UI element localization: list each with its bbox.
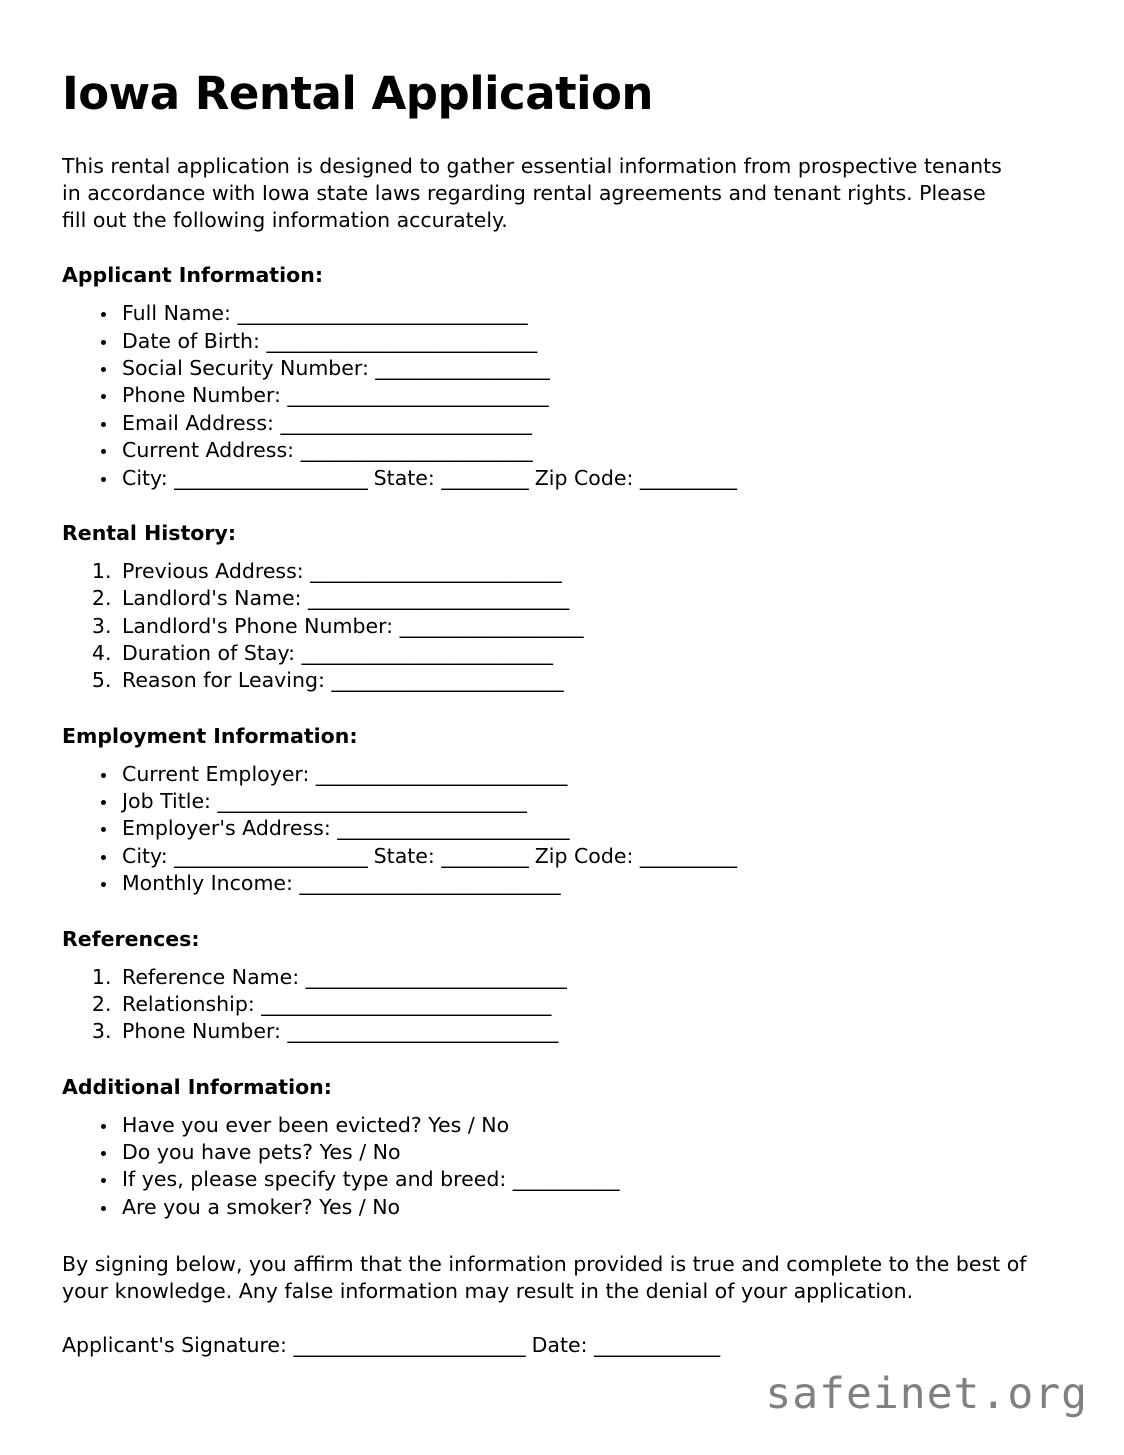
intro-paragraph: This rental application is designed to gather essential information from prospective tenants in accordance with Iowa state laws regarding rental agreements and tenant rights. Please fill out the following information accurately. xyxy=(62,154,1002,233)
state-label: State: xyxy=(367,465,442,490)
field-label: Date of Birth: xyxy=(122,328,267,353)
field-label: Are you a smoker? Yes / No xyxy=(122,1194,401,1219)
field-blank[interactable]: __________________________ xyxy=(310,558,562,583)
city-label: City: xyxy=(122,465,175,490)
list-item xyxy=(118,355,1062,382)
field-label: Duration of Stay: xyxy=(122,640,302,665)
document-content xyxy=(62,62,1062,1357)
field-label: If yes, please specify type and breed: xyxy=(122,1167,513,1192)
field-blank[interactable]: ___________________________ xyxy=(299,871,561,896)
field-label: Reference Name: xyxy=(122,964,306,989)
field-label: Relationship: xyxy=(122,991,262,1016)
rental-history-list xyxy=(62,558,1062,695)
employment-information-list xyxy=(62,761,1062,898)
field-label: Landlord's Phone Number: xyxy=(122,613,400,638)
list-item-city-state-zip xyxy=(118,843,1062,870)
list-item xyxy=(118,382,1062,409)
field-label: Full Name: xyxy=(122,301,238,326)
date-blank[interactable]: _____________ xyxy=(594,1333,720,1358)
list-item xyxy=(118,437,1062,464)
field-label: Email Address: xyxy=(122,410,281,435)
list-item xyxy=(118,558,1062,585)
field-label: Current Address: xyxy=(122,438,301,463)
list-item xyxy=(118,613,1062,640)
watermark: safeinet.org xyxy=(765,1369,1088,1419)
field-blank[interactable]: ________________________ xyxy=(337,816,569,841)
list-item xyxy=(118,1018,1062,1045)
references-list xyxy=(62,964,1062,1046)
list-item xyxy=(118,640,1062,667)
field-blank[interactable]: ___________________ xyxy=(399,613,583,638)
page-title: Iowa Rental Application xyxy=(62,67,653,120)
list-item xyxy=(118,585,1062,612)
city-blank[interactable]: ____________________ xyxy=(174,465,368,490)
state-blank[interactable]: _________ xyxy=(441,843,529,868)
list-item-city-state-zip xyxy=(118,465,1062,492)
field-blank[interactable]: ____________________________ xyxy=(287,1019,558,1044)
additional-information-list xyxy=(62,1112,1062,1221)
list-item xyxy=(118,964,1062,991)
field-blank[interactable]: ________________________________ xyxy=(217,789,527,814)
city-blank[interactable]: ____________________ xyxy=(174,843,368,868)
field-blank[interactable]: ___________________________ xyxy=(287,383,548,408)
field-blank[interactable]: ______________________________ xyxy=(237,301,527,326)
field-blank[interactable]: __________________________ xyxy=(315,761,567,786)
field-label: Phone Number: xyxy=(122,1019,288,1044)
state-blank[interactable]: _________ xyxy=(441,465,529,490)
date-label: Date: xyxy=(525,1333,595,1358)
city-label: City: xyxy=(122,843,175,868)
list-item xyxy=(118,788,1062,815)
field-label: Current Employer: xyxy=(122,761,316,786)
field-label: Previous Address: xyxy=(122,558,311,583)
field-blank[interactable]: ___________________________ xyxy=(308,586,569,611)
field-label: Do you have pets? Yes / No xyxy=(122,1139,401,1164)
list-item xyxy=(118,300,1062,327)
field-label: Have you ever been evicted? Yes / No xyxy=(122,1112,510,1137)
zip-blank[interactable]: __________ xyxy=(639,465,737,490)
section-heading-rental-history: Rental History: xyxy=(62,520,237,545)
signature-blank[interactable]: ________________________ xyxy=(293,1333,526,1358)
closing-paragraph: By signing below, you affirm that the information provided is true and complete to the best of your knowledge. Any false information may result in the denial of your application. xyxy=(62,1252,1027,1304)
signature-label: Applicant's Signature: xyxy=(62,1333,294,1358)
field-blank[interactable]: ________________________ xyxy=(300,438,533,463)
field-label: Reason for Leaving: xyxy=(122,668,332,693)
zip-label: Zip Code: xyxy=(528,843,640,868)
field-blank[interactable]: ______________________________ xyxy=(261,991,551,1016)
field-label: Job Title: xyxy=(122,789,218,814)
field-blank[interactable]: ________________________ xyxy=(331,668,564,693)
state-label: State: xyxy=(367,843,442,868)
field-label: Phone Number: xyxy=(122,383,288,408)
list-item xyxy=(118,410,1062,437)
list-item xyxy=(118,328,1062,355)
signature-row xyxy=(62,1333,1062,1357)
field-label: Landlord's Name: xyxy=(122,586,309,611)
list-item xyxy=(118,1194,1062,1221)
list-item xyxy=(118,815,1062,842)
section-heading-applicant-information: Applicant Information: xyxy=(62,263,324,288)
field-blank[interactable]: __________________________ xyxy=(280,410,532,435)
list-item xyxy=(118,761,1062,788)
section-heading-additional-information: Additional Information: xyxy=(62,1074,332,1099)
field-blank[interactable]: __________________ xyxy=(375,356,550,381)
list-item xyxy=(118,1139,1062,1166)
list-item xyxy=(118,1112,1062,1139)
field-blank[interactable]: ___________ xyxy=(512,1167,619,1192)
field-label: Monthly Income: xyxy=(122,871,300,896)
section-heading-employment-information: Employment Information: xyxy=(62,723,358,748)
applicant-information-list xyxy=(62,300,1062,492)
field-label: Social Security Number: xyxy=(122,356,376,381)
field-blank[interactable]: ____________________________ xyxy=(266,328,537,353)
list-item xyxy=(118,991,1062,1018)
list-item xyxy=(118,667,1062,694)
field-blank[interactable]: __________________________ xyxy=(301,640,553,665)
list-item xyxy=(118,1166,1062,1193)
zip-label: Zip Code: xyxy=(528,465,640,490)
zip-blank[interactable]: __________ xyxy=(639,843,737,868)
field-label: Employer's Address: xyxy=(122,816,338,841)
list-item xyxy=(118,870,1062,897)
field-blank[interactable]: ___________________________ xyxy=(305,964,567,989)
section-heading-references: References: xyxy=(62,926,200,951)
